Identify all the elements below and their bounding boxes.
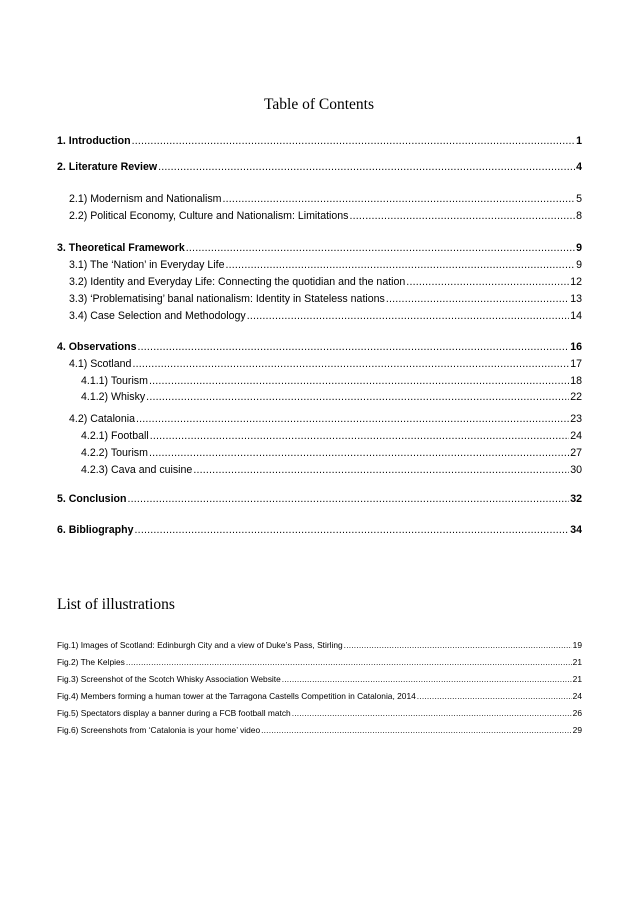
dot-leader — [247, 309, 570, 323]
illustration-entry-fig5[interactable] — [57, 708, 582, 719]
toc-entry-label: 4.1.2) Whisky — [81, 391, 146, 403]
toc-entry-page: 1 — [576, 135, 582, 147]
dot-leader — [186, 241, 575, 255]
toc-entry-label: 4.2.1) Football — [81, 430, 149, 442]
toc-entry-page: 34 — [570, 524, 582, 536]
toc-entry-label: 4.2.3) Cava and cuisine — [81, 464, 193, 476]
dot-leader — [417, 691, 572, 702]
toc-entry-nation-everyday[interactable] — [57, 258, 582, 272]
toc-entry-page: 12 — [570, 276, 582, 288]
illustration-label: Fig.6) Screenshots from ‘Catalonia is your home’ video — [57, 725, 261, 735]
dot-leader — [225, 258, 575, 272]
toc-entry-page: 13 — [570, 293, 582, 305]
illustration-page: 21 — [572, 674, 582, 684]
illustration-label: Fig.5) Spectators display a banner during a FCB football match — [57, 708, 291, 718]
illustration-page: 19 — [572, 640, 582, 650]
toc-entry-page: 18 — [570, 375, 582, 387]
toc-entry-label: 4. Observations — [57, 341, 137, 353]
illustration-page: 24 — [572, 691, 582, 701]
toc-entry-label: 3. Theoretical Framework — [57, 242, 185, 254]
toc-entry-conclusion[interactable] — [57, 492, 582, 506]
toc-entry-label: 4.1) Scotland — [69, 358, 132, 370]
dot-leader — [137, 340, 569, 354]
illustration-label: Fig.1) Images of Scotland: Edinburgh City and a view of Duke’s Pass, Stirling — [57, 640, 343, 650]
toc-entry-football[interactable] — [57, 429, 582, 443]
toc-entry-label: 3.4) Case Selection and Methodology — [69, 310, 246, 322]
toc-entry-label: 4.2) Catalonia — [69, 413, 135, 425]
toc-entry-label: 4.1.1) Tourism — [81, 375, 148, 387]
toc-entry-whisky[interactable] — [57, 390, 582, 404]
dot-leader — [223, 192, 576, 206]
toc-entry-page: 4 — [576, 161, 582, 173]
toc-entry-modernism[interactable] — [57, 192, 582, 206]
toc-entry-scotland[interactable] — [57, 357, 582, 371]
toc-entry-label: 3.1) The ‘Nation’ in Everyday Life — [69, 259, 225, 271]
illustration-entry-fig4[interactable] — [57, 691, 582, 702]
illustration-entry-fig2[interactable] — [57, 657, 582, 668]
illustration-entry-fig6[interactable] — [57, 725, 582, 736]
toc-entry-catalonia-tourism[interactable] — [57, 446, 582, 460]
illustration-label: Fig.3) Screenshot of the Scotch Whisky Association Website — [57, 674, 281, 684]
dot-leader — [135, 523, 570, 537]
dot-leader — [150, 429, 569, 443]
dot-leader — [386, 292, 569, 306]
toc-entry-page: 32 — [570, 493, 582, 505]
toc-entry-scotland-tourism[interactable] — [57, 374, 582, 388]
illustrations-title: List of illustrations — [57, 596, 175, 613]
illustration-label: Fig.4) Members forming a human tower at the Tarragona Castells Competition in Catalonia, 2014 — [57, 691, 416, 701]
toc-entry-political-economy[interactable] — [57, 209, 582, 223]
dot-leader — [126, 657, 572, 668]
illustration-page: 26 — [572, 708, 582, 718]
dot-leader — [146, 390, 569, 404]
dot-leader — [344, 640, 572, 651]
toc-entry-page: 16 — [570, 341, 582, 353]
toc-entry-observations[interactable] — [57, 340, 582, 354]
toc-entry-label: 2.2) Political Economy, Culture and Nationalism: Limitations — [69, 210, 349, 222]
toc-entry-literature-review[interactable] — [57, 160, 582, 174]
toc-entry-theoretical-framework[interactable] — [57, 241, 582, 255]
toc-entry-cava-cuisine[interactable] — [57, 463, 582, 477]
dot-leader — [132, 134, 576, 148]
toc-entry-label: 3.2) Identity and Everyday Life: Connecting the quotidian and the nation — [69, 276, 406, 288]
toc-entry-page: 8 — [576, 210, 582, 222]
dot-leader — [349, 209, 575, 223]
toc-entry-identity-everyday[interactable] — [57, 275, 582, 289]
toc-entry-label: 1. Introduction — [57, 135, 131, 147]
toc-entry-introduction[interactable] — [57, 134, 582, 148]
toc-title: Table of Contents — [264, 96, 374, 113]
toc-entry-page: 23 — [570, 413, 582, 425]
toc-entry-catalonia[interactable] — [57, 412, 582, 426]
dot-leader — [282, 674, 572, 685]
toc-entry-label: 5. Conclusion — [57, 493, 127, 505]
toc-entry-page: 5 — [576, 193, 582, 205]
dot-leader — [158, 160, 575, 174]
dot-leader — [132, 357, 569, 371]
toc-entry-page: 14 — [570, 310, 582, 322]
toc-entry-page: 17 — [570, 358, 582, 370]
dot-leader — [292, 708, 572, 719]
illustration-entry-fig1[interactable] — [57, 640, 582, 651]
toc-entry-label: 6. Bibliography — [57, 524, 134, 536]
toc-entry-problematising[interactable] — [57, 292, 582, 306]
toc-entry-label: 2. Literature Review — [57, 161, 158, 173]
toc-entry-page: 9 — [576, 242, 582, 254]
toc-entry-page: 9 — [576, 259, 582, 271]
dot-leader — [149, 446, 569, 460]
toc-entry-bibliography[interactable] — [57, 523, 582, 537]
illustration-page: 29 — [572, 725, 582, 735]
illustration-page: 21 — [572, 657, 582, 667]
dot-leader — [127, 492, 569, 506]
toc-entry-label: 4.2.2) Tourism — [81, 447, 148, 459]
toc-entry-page: 22 — [570, 391, 582, 403]
toc-entry-case-selection[interactable] — [57, 309, 582, 323]
dot-leader — [261, 725, 572, 736]
toc-entry-label: 3.3) ‘Problematising’ banal nationalism: Identity in Stateless nations — [69, 293, 385, 305]
toc-entry-page: 27 — [570, 447, 582, 459]
dot-leader — [193, 463, 569, 477]
illustration-entry-fig3[interactable] — [57, 674, 582, 685]
dot-leader — [136, 412, 569, 426]
toc-entry-page: 30 — [570, 464, 582, 476]
toc-entry-page: 24 — [570, 430, 582, 442]
dot-leader — [149, 374, 569, 388]
illustration-label: Fig.2) The Kelpies — [57, 657, 125, 667]
dot-leader — [406, 275, 569, 289]
toc-entry-label: 2.1) Modernism and Nationalism — [69, 193, 222, 205]
